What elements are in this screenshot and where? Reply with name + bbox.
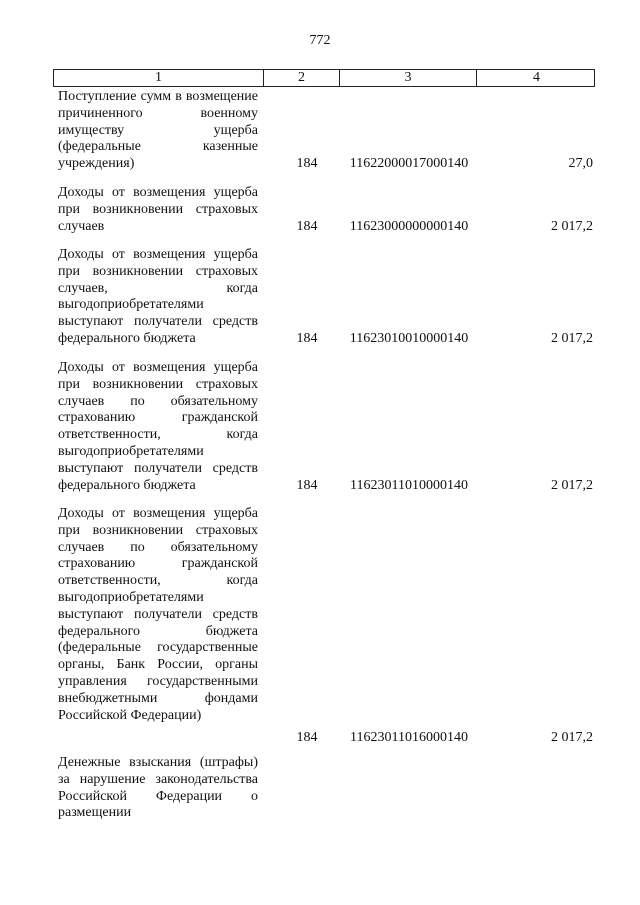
table-row — [58, 360, 595, 494]
header-col-4: 4 — [476, 70, 596, 86]
header-col-2: 2 — [263, 70, 339, 86]
row-amount: 2 017,2 — [551, 478, 593, 493]
row-admin-code: 184 — [296, 478, 318, 493]
page-number: 772 — [309, 33, 331, 48]
row-description: Доходы от возмещения ущерба при возникновении страховых случаев по обязательному страхованию гражданской ответственности, когда выгодоприобретателями выступают получатели средств федерального бюджета — [58, 360, 258, 493]
table-header — [53, 69, 595, 87]
row-admin-code: 184 — [296, 730, 318, 745]
header-col-1: 1 — [155, 70, 162, 85]
row-amount: 2 017,2 — [551, 331, 593, 346]
header-col-3: 3 — [339, 70, 476, 86]
row-admin-code: 184 — [296, 219, 318, 234]
row-admin-code: 184 — [296, 156, 318, 171]
row-kbk-code: 11623011010000140 — [350, 478, 468, 493]
row-amount: 27,0 — [568, 156, 593, 171]
table-row — [58, 185, 595, 235]
row-description: Денежные взыскания (штрафы) за нарушение законодательства Российской Федерации о размещении — [58, 755, 258, 821]
row-kbk-code: 11623011016000140 — [350, 730, 468, 745]
row-description: Доходы от возмещения ущерба при возникновении страховых случаев по обязательному страхованию гражданской ответственности, когда выгодоприобретателями выступают получатели средств федерального бюджета (федеральные государственные органы, Банк России, органы управления государственными внебюджетными фондами Российской Федерации) — [58, 506, 258, 723]
row-kbk-code: 11622000017000140 — [349, 156, 469, 171]
row-amount: 2 017,2 — [551, 219, 593, 234]
row-description: Доходы от возмещения ущерба при возникновении страховых случаев — [58, 185, 258, 234]
row-description: Доходы от возмещения ущерба при возникновении страховых случаев, когда выгодоприобретателями выступают получатели средств федерального бюджета — [58, 247, 258, 346]
table-row — [58, 506, 595, 745]
table-row — [58, 755, 595, 822]
row-amount: 2 017,2 — [551, 730, 593, 745]
row-kbk-code: 11623010010000140 — [349, 331, 469, 346]
row-kbk-code: 11623000000000140 — [349, 219, 469, 234]
table-row — [58, 89, 595, 173]
row-description: Поступление сумм в возмещение причиненного военному имуществу ущерба (федеральные казенные учреждения) — [58, 89, 258, 172]
row-admin-code: 184 — [296, 331, 318, 346]
table-row — [58, 247, 595, 348]
